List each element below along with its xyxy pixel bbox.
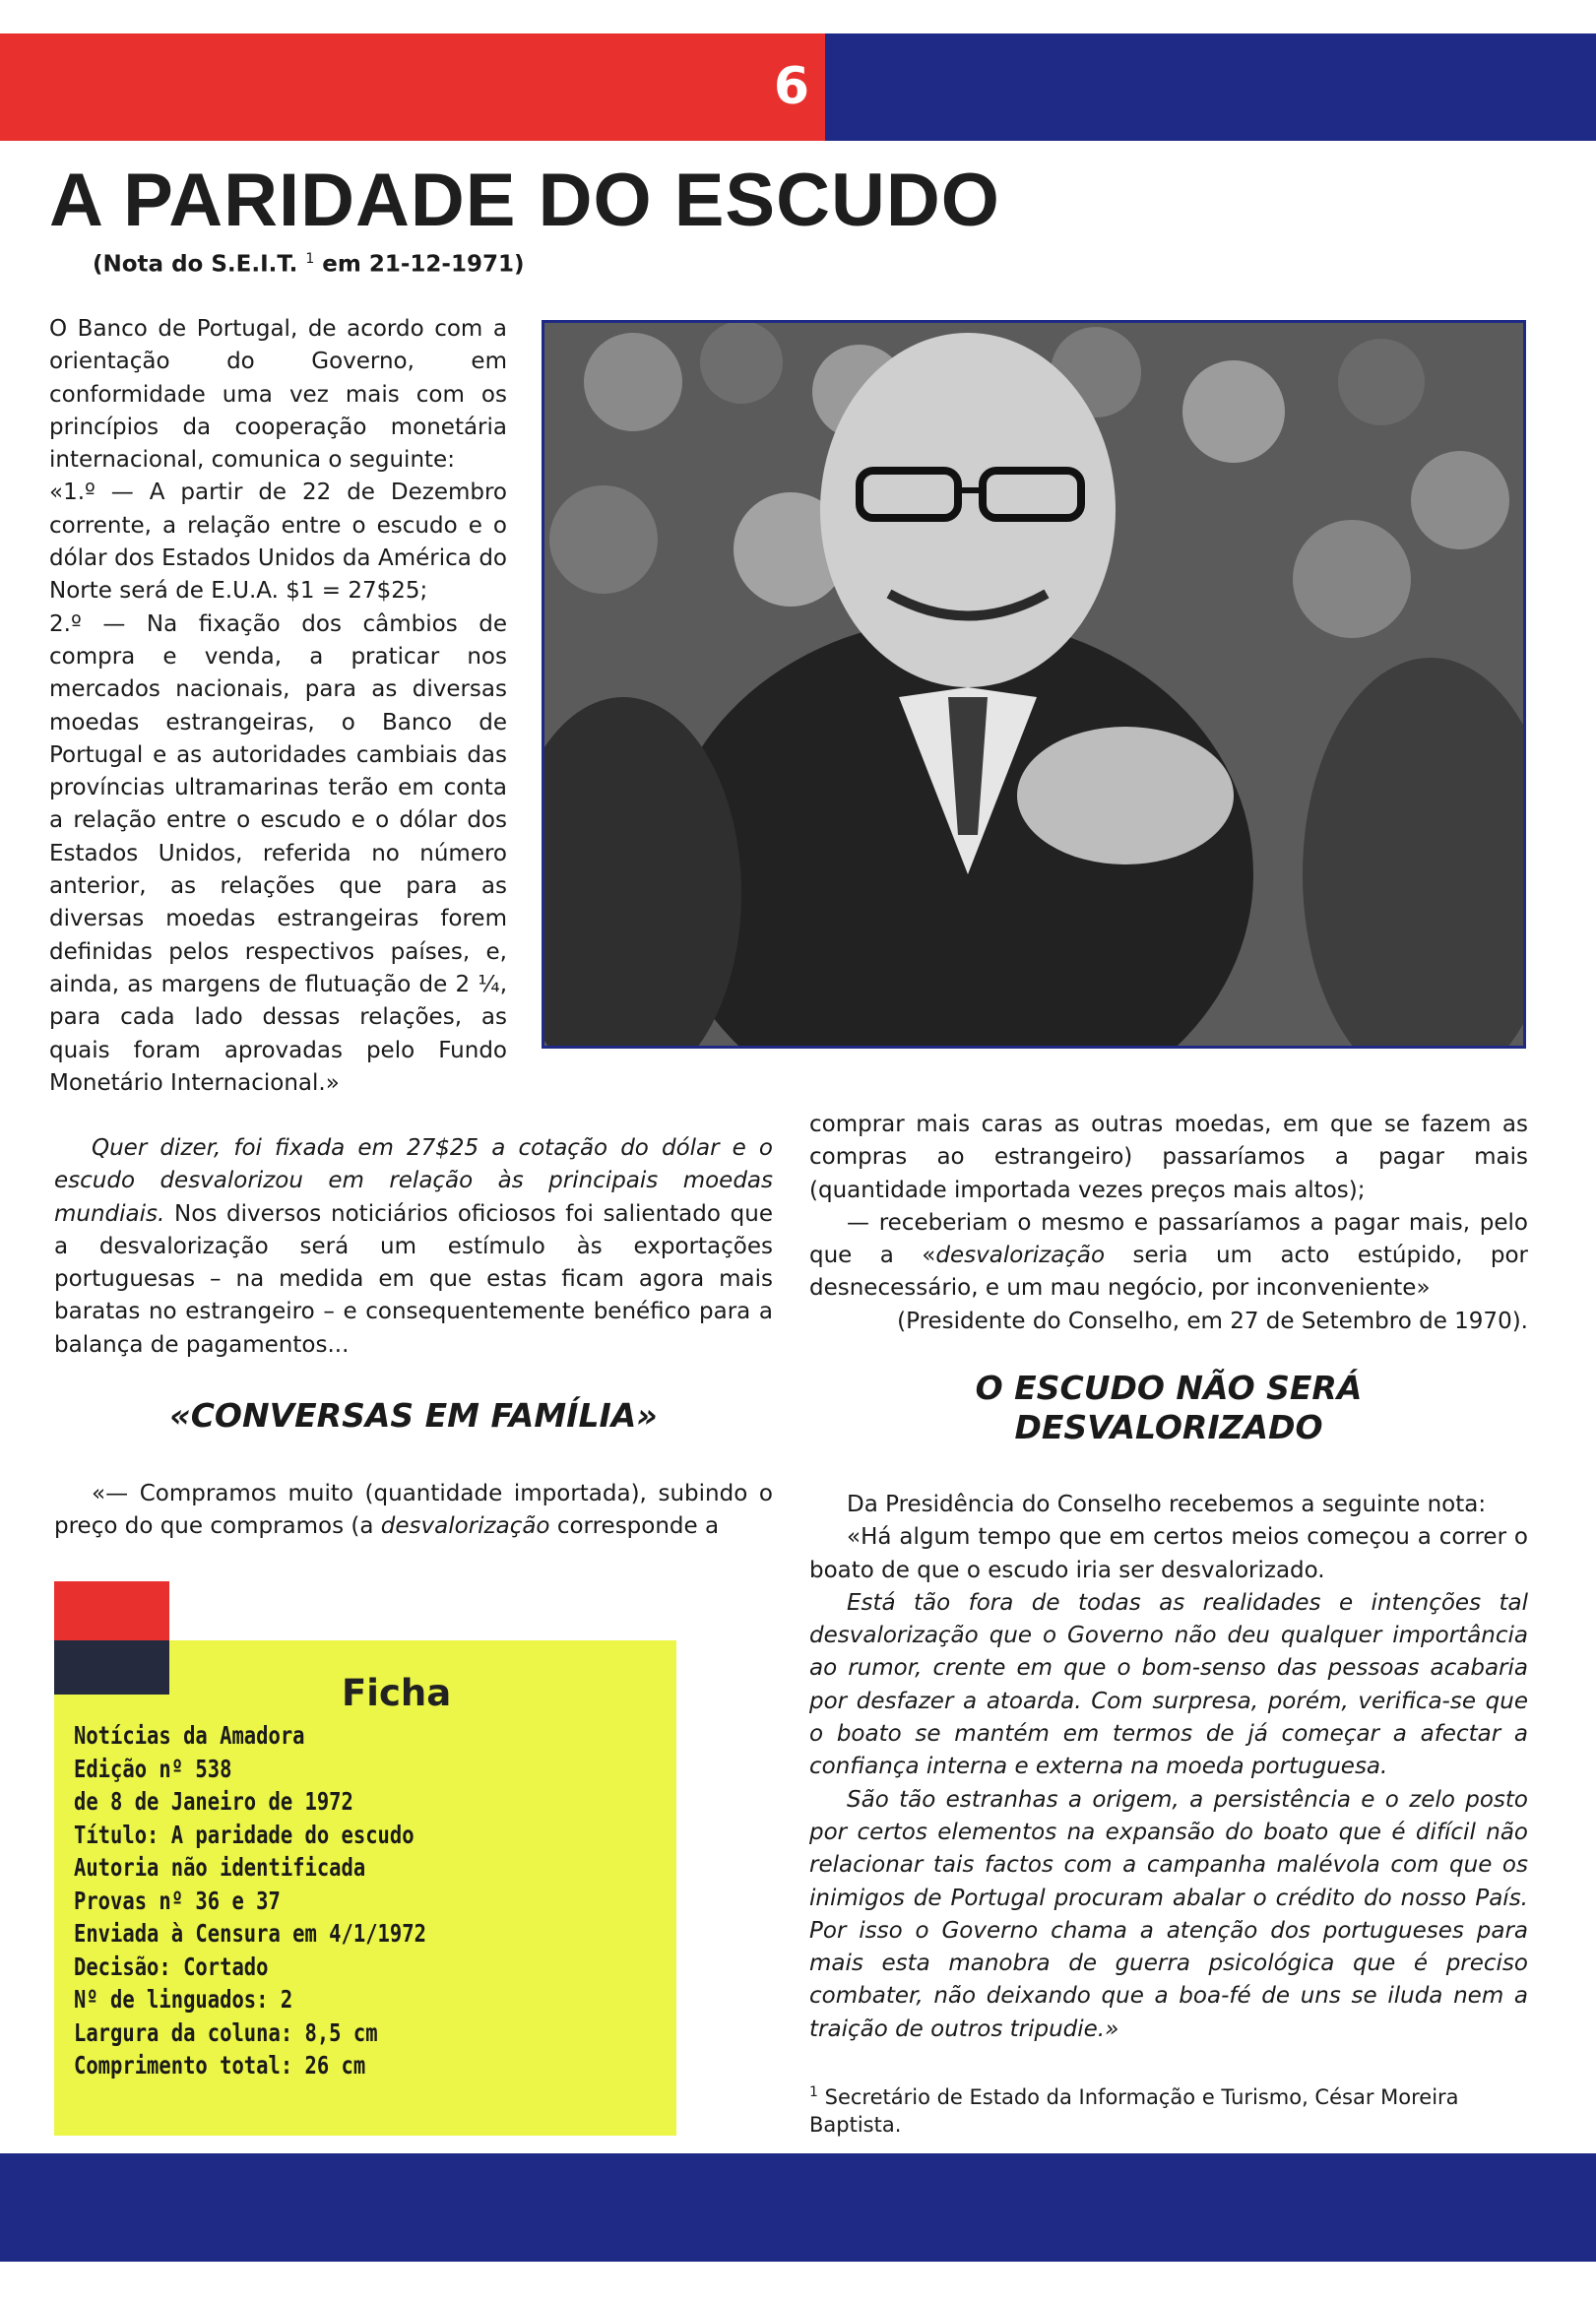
top-band-red bbox=[0, 33, 825, 141]
conversas-column-left bbox=[54, 1478, 773, 1544]
ficha-line: Comprimento total: 26 cm bbox=[74, 2051, 366, 2080]
ficha-box bbox=[54, 1640, 676, 2136]
nao-sera-p2: «Há algum tempo que em certos meios começou a correr o boato de que o escudo iria ser desvalorizado. bbox=[809, 1524, 1528, 1583]
conversas-p1-continued: comprar mais caras as outras moedas, em que se fazem as compras ao estrangeiro) passaríamos a pagar mais (quantidade importada vezes preços mais altos); bbox=[809, 1112, 1528, 1203]
bottom-band bbox=[0, 2153, 1596, 2262]
top-band bbox=[0, 33, 1596, 141]
nao-sera-p3: Está tão fora de todas as realidades e intenções tal desvalorização que o Governo não deu qualquer importância ao rumor, crente em que o bom-senso das pessoas acabaria por desfazer a atoarda. Com surpresa, porém, verifica-se que o boato se mantém em termos de já começar a afectar a confiança interna e externa na moeda portuguesa. bbox=[809, 1589, 1528, 1780]
ficha-heading: Ficha bbox=[342, 1672, 452, 1714]
nota-point-1: «1.º — A partir de 22 de Dezembro corrente, a relação entre o escudo e o dólar dos Estados Unidos da América do Norte será de E.U.A. $1 = 27$25; bbox=[49, 480, 507, 605]
top-band-blue bbox=[825, 33, 1596, 141]
conversas-p1-b: corresponde a bbox=[549, 1513, 720, 1540]
subtitle-pre: (Nota do S.E.I.T. bbox=[93, 251, 298, 278]
comment-paragraph bbox=[54, 1132, 773, 1362]
nao-sera-heading-line-2: DESVALORIZADO bbox=[1014, 1408, 1323, 1446]
page-number: 6 bbox=[773, 57, 810, 116]
ficha-line: Provas nº 36 e 37 bbox=[74, 1886, 281, 1915]
nota-column bbox=[49, 313, 507, 1100]
photo-illustration bbox=[544, 323, 1523, 1046]
nao-sera-heading bbox=[809, 1369, 1528, 1447]
conversas-p1-italic: desvalorização bbox=[380, 1513, 550, 1540]
ficha-line: de 8 de Janeiro de 1972 bbox=[74, 1787, 353, 1816]
news-photo bbox=[542, 320, 1526, 1049]
ficha-line: Nº de linguados: 2 bbox=[74, 1985, 293, 2014]
footnote bbox=[809, 2079, 1528, 2139]
footnote-marker: 1 bbox=[809, 2084, 818, 2100]
ficha-lines bbox=[74, 1719, 426, 2082]
conversas-heading: «CONVERSAS EM FAMÍLIA» bbox=[169, 1396, 658, 1435]
conversas-attribution: (Presidente do Conselho, em 27 de Setembro de 1970). bbox=[897, 1308, 1528, 1334]
comment-rest: Nos diversos noticiários oficiosos foi salientado que a desvalorização será um estímulo às exportações portuguesas – na medida em que estas ficam agora mais baratas no estrangeiro – e consequentemente benéfico para a balança de pagamentos... bbox=[54, 1200, 773, 1358]
ficha-line: Edição nº 538 bbox=[74, 1754, 232, 1783]
nao-sera-p1: Da Presidência do Conselho recebemos a seguinte nota: bbox=[847, 1492, 1487, 1517]
subtitle-footnote-marker: 1 bbox=[305, 251, 315, 267]
conversas-column-right bbox=[809, 1109, 1528, 1338]
article-subtitle bbox=[93, 251, 525, 278]
ficha-accent-dark bbox=[54, 1640, 169, 1695]
comment-italic: Quer dizer, foi fixada em 27$25 a cotação do dólar e o escudo desvalorizou em relação às principais moedas mundiais. bbox=[54, 1135, 773, 1227]
ficha-line: Autoria não identificada bbox=[74, 1853, 366, 1882]
conversas-p1-a: «— Compramos muito (quantidade importada), subindo o preço do que compramos (a bbox=[54, 1481, 773, 1540]
ficha-line: Decisão: Cortado bbox=[74, 1952, 269, 1981]
nao-sera-p4: São tão estranhas a origem, a persistência e o zelo posto por certos elementos na expansão do boato que é difícil não relacionar tais factos com a campanha malévola com que os inimigos de Portugal procuram abalar o crédito do nosso País. Por isso o Governo chama a atenção dos portugueses para mais esta manobra de guerra psicológica que é preciso combater, não deixando que a boa-fé de uns se iluda nem a traição de outros tripudie.» bbox=[809, 1786, 1528, 2042]
nota-intro: O Banco de Portugal, de acordo com a orientação do Governo, em conformidade uma vez mais com os princípios da cooperação monetária internacional, comunica o seguinte: bbox=[49, 316, 507, 474]
conversas-p2-a: — receberiam o mesmo e passaríamos a pagar mais, pelo que a « bbox=[809, 1209, 1528, 1269]
subtitle-post: em 21-12-1971) bbox=[322, 251, 525, 278]
nota-point-2: 2.º — Na fixação dos câmbios de compra e venda, a praticar nos mercados nacionais, para as diversas moedas estrangeiras, o Banco de Portugal e as autoridades cambiais das províncias ultramarinas terão em conta a relação entre o escudo e o dólar dos Estados Unidos, referida no número anterior, as relações que para as diversas moedas estrangeiras forem definidas pelos respectivos países, e, ainda, as margens de flutuação de 2 ¼, para cada lado dessas relações, as quais foram aprovadas pelo Fundo Monetário Internacional.» bbox=[49, 610, 507, 1096]
nao-sera-column bbox=[809, 1489, 1528, 2046]
nao-sera-heading-line-1: O ESCUDO NÃO SERÁ bbox=[975, 1369, 1363, 1407]
ficha-line: Título: A paridade do escudo bbox=[74, 1820, 415, 1849]
conversas-p2-b: seria um acto estúpido, por desnecessário, e um mau negócio, por inconveniente» bbox=[809, 1243, 1528, 1302]
conversas-p2-italic: desvalorização bbox=[935, 1243, 1106, 1269]
ficha-line: Enviada à Censura em 4/1/1972 bbox=[74, 1919, 426, 1948]
footnote-text: Secretário de Estado da Informação e Turismo, César Moreira Baptista. bbox=[809, 2085, 1459, 2137]
ficha-accent-red bbox=[54, 1581, 169, 1640]
ficha-line: Largura da coluna: 8,5 cm bbox=[74, 2017, 378, 2047]
ficha-line: Notícias da Amadora bbox=[74, 1721, 305, 1750]
article-title: A PARIDADE DO ESCUDO bbox=[49, 159, 1000, 242]
